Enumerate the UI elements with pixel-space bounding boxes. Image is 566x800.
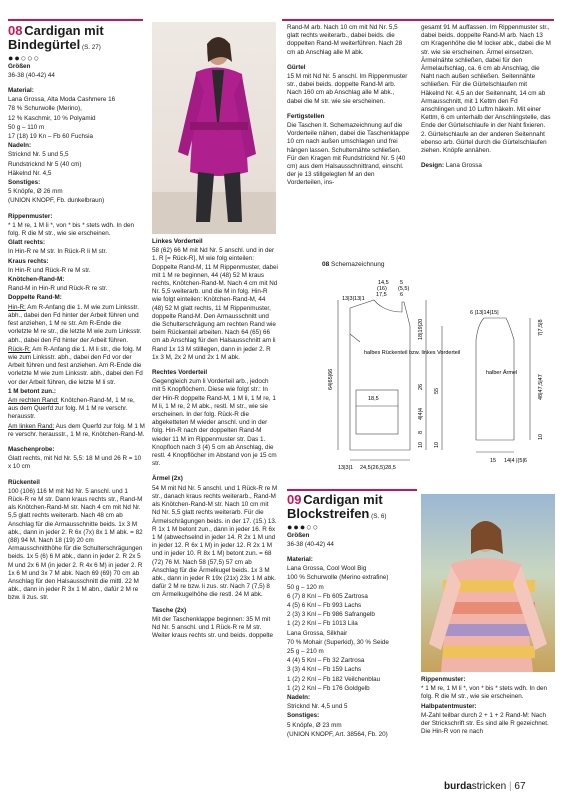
betont-left-text: Aus dem Querfd zur folg. M 1 M re verschr. herausstr., 1 M re, Knötchen-Rand-M. (8, 422, 145, 438)
schematic-title-text: Schemazeichnung (331, 261, 385, 268)
half-patent-heading: Halbpatentmuster: (421, 702, 477, 710)
design-name: Lana Grossa (445, 162, 482, 170)
cardigan-09-heading (287, 493, 415, 521)
doppelt-hin (8, 304, 146, 345)
cardigan-08-column-3 (287, 24, 411, 189)
brand-name: burda (444, 781, 472, 792)
sleeve-bottom-dim-2: 14|4 |(5|6 (504, 458, 527, 464)
gauge-heading: Maschenprobe: (8, 445, 55, 453)
rib-text: * 1 M re, 1 M li *, von * bis * stets wdh. In den folg. R die M str., wie sie erscheinen. (8, 221, 134, 238)
dim-armhole: 18|19|20 (418, 318, 424, 340)
material-line: 1 (2) 2 Knl – Fb 1013 Lila (287, 620, 358, 628)
material-line: 78 % Schurwolle (Merino), (8, 105, 82, 113)
footer-divider: | (509, 781, 512, 792)
left-front-text: 58 (62) 66 M mit Nd Nr. 5 anschl. und in der 1. R [= Rück-R], M wie folg einteilen: Doppelte Rand-M, 11 M Rippenmuster, dabei mit 1 M re beginnen, 44 (48) 52 M kraus rechts, Knötchen-Rand-M. Nach 4 cm mit Nd Nr. 5,5 weiterarb. und die M in folg. Hin-R wie folgt einteilen: Knötchen-Rand-M, 44 (48) 52 M glatt rechts, 11 M Rippenmuster, doppelte Rand-M. Den Armausschnitt und die Schulterschrägung am rechten Rand wie beim Rückenteil arbeiten. Nach 64 (65) 66 cm ab Anschlag für den Halsausschnitt am li Rand 1x 13 M stilllegen, dann in jeder 2. R 1x 3 M, 2x 2 M und 2x 1 M abk. (152, 247, 278, 361)
doppelt-rueck-label: Rück-R: (8, 345, 31, 353)
needles-heading: Nadeln: (8, 142, 32, 150)
design-label: Design: (421, 162, 445, 170)
kraus-text: In Hin-R und Rück-R re M str. (8, 266, 91, 274)
pattern-number: 08 (8, 23, 23, 38)
material-line: 25 g – 210 m (287, 648, 324, 656)
top-rule-left (8, 19, 143, 21)
sizes-heading: Größen (8, 62, 31, 70)
right-front-heading: Rechtes Vorderteil (152, 369, 208, 377)
pocket-text: Mit der Taschenklappe beginnen: 35 M mit Nd Nr. 5 anschl. und 1 Rück-R re M str. Weiter kraus rechts str. und beids. doppelte (152, 615, 273, 640)
page-footer (444, 781, 526, 792)
belt-text: 15 M mit Nd Nr. 5 anschl. Im Rippenmuster str., dabei beids. doppelte Rand-M arb. Nach 160 cm ab Anschlag alle M abk., dabei die M str. wie sie erscheinen. (287, 73, 408, 105)
cardigan-08-column-4 (421, 24, 551, 171)
material-line: 6 (7) 8 Knl – Fb 605 Zartrosa (287, 592, 368, 600)
back-heading: Rückenteil (8, 478, 40, 486)
dim-top-4: (5,5) (398, 286, 410, 292)
rib-text: * 1 M re, 1 M li *, von * bis * stets wdh. In den folg. R die M str., wie sie erscheinen. (421, 685, 547, 701)
cardigan-08-column (8, 24, 146, 604)
front-label: halbes Rückenteil bzw. linkes Vorderteil (364, 350, 461, 356)
dim-10b: 10 (434, 441, 440, 448)
material-line: 50 g – 120 m (287, 583, 324, 591)
pattern-title: Cardigan mit (303, 492, 383, 507)
knoetchen-heading: Knötchen-Rand-M: (8, 276, 65, 284)
material-line: 3 (3) 4 Knl – Fb 159 Lachs (287, 666, 362, 674)
material-line: 4 (5) 6 Knl – Fb 993 Lachs (287, 602, 362, 610)
section-09-rule (287, 489, 417, 491)
pocket-dim: 18,5 (368, 396, 379, 402)
difficulty-rating: ●●○○○ (8, 53, 41, 64)
material-line: 12 % Kaschmir, 10 % Polyamid (8, 114, 96, 122)
dim-mid: 26 (418, 383, 424, 390)
material-line: 70 % Mohair (Superkid), 30 % Seide (287, 638, 389, 646)
dim-8: 8 (418, 430, 424, 434)
right-front-text: Gegengleich zum li Vorderteil arb., jedoch mit 5 Knopflöchern. Diese wie folgt str.: In der Hin-R doppelte Rand-M, 1 M li, 1 M re, 1 M li, 1 M re, 2 M abk., restl. M str., wie sie erscheinen. In der folg. Rück-R die abgeketteten M wieder anschl. und in der folg. Hin-R nach der doppelten Rand-M wieder 11 M im Rippenmuster str. Das 1. Knopfloch nach 3 (4) 5 cm ab Anschlag, die restl. 4 Knopflöcher im Abstand von je 15 cm str. (152, 378, 277, 468)
material-line: Lana Grossa, Alta Moda Cashmere 16 (8, 96, 116, 104)
sleeve-length-dim: 48|47,5|47 (538, 374, 544, 400)
material-line: 50 g – 110 m (8, 123, 45, 131)
material-heading: Material: (8, 87, 34, 95)
needles-line: Häkelnd Nr. 4,5 (8, 169, 52, 177)
design-credit (421, 162, 551, 170)
pattern-title-2: Bindegürtel (8, 37, 81, 53)
betont-right-text: Knötchen-Rand-M, 1 M re, aus dem Querfd zur folg. M 1 M re verschr. herausstr. (8, 396, 135, 421)
model-illustration (152, 22, 276, 234)
gauge-text: Glatt rechts, mit Nd Nr. 5,5: 18 M und 26 R = 10 x 10 cm (8, 455, 142, 471)
needles-line: Stricknd Nr. 5 und 5,5 (8, 151, 69, 159)
betont-right (8, 397, 146, 422)
sleeve-text: 54 M mit Nd Nr. 5 anschl. und 1 Rück-R re M str., danach kraus rechts weiterarb., Rand-M als Knötchen-Rand-M str. Nach 10 cm mit Nd Nr. 5,5 glatt rechts weiterarb. Für die Ärmelschrägungen beids. in der 17. (15.) 13. R 1x 1 M betont zun., dann in jeder 16. R 6x 1 M (abwechselnd in jeder 14. R 2x 1 M und in jeder 12. R 6x 1 M) in jeder 12. R 2x 1 M und in jeder 10. R 8x 1 M) betont zun. = 68 (72) 76 M. Nach 58 (57,5) 57 cm ab Anschlag für die Ärmelkugel beids. 1x 3 M abk., dann in jeder R 19x (21x) 23x 1 M abk. dafür 2 M re bzw. li zus. str. Nach 7 (7,5) 8 cm Ärmelkugelhöhe die restl. 24 M abk. (152, 484, 278, 599)
pattern-title: Cardigan mit (24, 23, 104, 38)
material-line: Lana Grossa, Silkhair (287, 629, 348, 637)
dim-top-6: 6 (400, 292, 404, 298)
material-line: 4 (4) 5 Knl – Fb 32 Zartrosa (287, 657, 365, 665)
material-line: 17 (18) 19 Kn – Fb 60 Fuchsia (8, 133, 94, 141)
glatt-heading: Glatt rechts: (8, 239, 46, 247)
doppelt-rueck (8, 346, 146, 387)
finishing-text: Die Taschen lt. Schemazeichnung auf die Vorderteile nähen, dabei die Taschenklappe 10 cm nach außen umschlagen und frei hängen lassen. Schulternähte schließen. Für den Kragen mit Rundstricknd Nr. 5 (40 cm) aus dem Halsausschnittrand, einschl. der je 13 stillgelegten M an den Vorderteilen, ins- (287, 122, 410, 187)
needles-text: Stricknd Nr. 4,5 und 5 (287, 703, 348, 711)
material-line: 1 (2) 2 Knl – Fb 182 Veilchenblau (287, 675, 381, 683)
doppelt-heading: Doppelte Rand-M: (8, 294, 62, 302)
top-rule-right (282, 19, 554, 21)
pattern-number: 09 (287, 492, 302, 507)
betont-heading: 1 M betont zun.: (8, 387, 56, 395)
kraus-heading: Kraus rechts: (8, 257, 49, 265)
pattern-title-2: Blockstreifen (287, 506, 370, 522)
knoetchen-text: Rand-M in Hin-R und Rück-R re str. (8, 285, 108, 293)
sleeve-bottom-dim: 15 (490, 458, 497, 464)
finishing-text-cont: gesamt 91 M auffassen. Im Rippenmuster str., dabei beids. doppelte Rand-M arb. Nach 13 cm Kragenhöhe die M locker abk., dabei die M str. wie sie erscheinen. Ärmel einsetzen. Ärmelnähte schließen, dabei für den Ärmelaufschlag, ca. 6 cm ab Anschlag, die Naht nach außen schließen. Seitennähte schließen. Für die Gürtelschlaufen mit Häkelnd Nr. 4,5 an der Seitennaht, 14 cm ab Armausschnitt, mit 1 Kettm den Fd anschlingen und 10 Luftm häkeln. Mit einer Kettm, 6 cm unterhalb der Anschlingstelle, das Ende der Gürtelschlaufe in der Naht fixieren. 2. Gürtelschlaufe an der anderen Seitennaht ebenso arb. Gürtel durch die Gürtelschlaufen ziehen. Knöpfe annähen. (421, 24, 551, 155)
dim-55: 55 (434, 387, 440, 394)
sleeve-top-dim: 6 |13|14|15| (470, 310, 499, 316)
back-text: 100 (106) 116 M mit Nd Nr. 5 anschl. und 1 Rück-R re M str. Dann kraus rechts str., Rand-M als Knötchen-Rand-M str. Nach 4 cm mit Nd Nr. 5,5 glatt rechts weiterarb. Nach 48 cm ab Anschlag für die Armausschnitte beids. 1x 3 M abk., dann in jeder 2. R 6x (7x) 8x 1 M abk. = 82 (88) 94 M. Nach 18 (19) 20 cm Armausschnitthöhe für die Schulterschrägungen beids. 1x 5 (6) 6 M abk., dann in jeder 2. R 2x 5 M und 2x 6 M (in jeder 2. R 4x 6 M) in jeder 2. R 1x 6 M und 3x 7 M abk. Nach 69 (69) 70 cm ab Anschlag für den Halsausschnitt die mittl. 22 M abk., dann in jeder R 3x 1 M abn., dafür 2 M re bzw. li zus. str. (8, 487, 143, 602)
dim-top-1: 14,5 (378, 280, 389, 286)
cardigan-08-photo (152, 22, 276, 234)
sleeve-label: halber Ärmel (486, 370, 518, 376)
betont-left-label: Am linken Rand: (8, 422, 55, 430)
material-line: 100 % Schurwolle (Merino extrafine) (287, 574, 389, 582)
sleeve-cuff-dim: 10 (538, 433, 544, 440)
misc-line: (UNION KNOPF, Fb. dunkelbraun) (8, 197, 105, 205)
schematic-drawing (320, 270, 556, 482)
rib-heading: Rippenmuster: (421, 676, 466, 683)
model-illustration (421, 494, 555, 672)
dim-10: 10 (418, 441, 424, 448)
betont-left (8, 423, 146, 439)
betont-right-label: Am rechten Rand: (8, 396, 59, 404)
cardigan-09-column-2 (421, 676, 551, 737)
cardigan-09-photo (421, 494, 555, 672)
misc-heading: Sonstiges: (287, 712, 320, 720)
doppelt-hin-label: Hin-R: (8, 303, 26, 311)
half-patent-text: M-Zahl teilbar durch 2 + 1 + 2 Rand-M: Nach der Strickschrift str. Es sind alle R gezeichnet. Die Hin-R von re nach (421, 711, 549, 736)
sizes-text: 36-38 (40-42) 44 (287, 540, 334, 548)
misc-line: 5 Knöpfe, Ø 23 mm (287, 721, 342, 729)
schematic-title (322, 261, 385, 268)
sizes-heading: Größen (287, 531, 310, 539)
pocket-text-cont: Rand-M arb. Nach 10 cm mit Nd Nr. 5,5 glatt rechts weiterarb., dabei beids. die doppelten Rand-M weiterführen. Nach 28 cm ab Anschlag alle M abk. (287, 24, 403, 56)
misc-heading: Sonstiges: (8, 179, 41, 187)
misc-line: 5 Knöpfe, Ø 26 mm (8, 188, 63, 196)
sleeve-cap-dim: 7|7,5|8 (538, 319, 544, 336)
glatt-text: In Hin-R re M str. In Rück-R li M str. (8, 248, 108, 256)
misc-line: (UNION KNOPF, Art. 38564, Fb. 20) (287, 730, 388, 738)
material-line: 1 (2) 2 Knl – Fb 176 Goldgelb (287, 684, 370, 692)
difficulty-rating: ●●●○○ (287, 522, 320, 533)
bottom-left-dim: 13|3|1 (338, 465, 354, 471)
bottom-dim: 24,5(26,5)28,5 (360, 465, 396, 471)
dim-top-3: (16) (377, 286, 387, 292)
left-front-heading: Linkes Vorderteil (152, 238, 203, 245)
needles-line: Rundstricknd Nr 5 (40 cm) (8, 160, 82, 168)
page-number: 67 (514, 781, 526, 792)
needles-heading: Nadeln: (287, 694, 311, 702)
dim-left-top: 13|3|13|1 (342, 296, 365, 302)
finishing-heading: Fertigstellen (287, 112, 325, 120)
doppelt-hin-text: Am R-Anfang die 1. M wie zum Linksstr. abh., dabei den Fd hinter der Arbeit führen und fest anziehen, 1 M re str. Am R-Ende die vorletzte M re str., die letzte M wie zum Linksstr. abh., dabei den Fd hinter der Arbeit führen. (8, 303, 142, 344)
cardigan-08-column-2 (152, 238, 278, 641)
sleeve-heading: Ärmel (2x) (152, 475, 183, 483)
rib-heading: Rippenmuster: (8, 212, 53, 220)
material-line: Lana Grossa, Cool Wool Big (287, 565, 367, 573)
pocket-heading: Tasche (2x) (152, 606, 187, 614)
belt-heading: Gürtel (287, 63, 306, 71)
dim-top-2: 5 (400, 280, 404, 286)
brand-name-2: stricken (471, 781, 507, 792)
material-line: 2 (3) 3 Knl – Fb 986 Safrangelb (287, 611, 375, 619)
schematic-number: 08 (322, 261, 330, 268)
cardigan-08-heading (8, 24, 146, 52)
dim-height-total: 64|65|66 (328, 368, 334, 390)
dim-pocket-h: 4|4|4 (418, 407, 424, 420)
cardigan-09-column (287, 493, 415, 740)
dim-top-5: 17,5 (376, 292, 387, 298)
material-heading: Material: (287, 556, 313, 564)
page-reference: (S. 27) (81, 44, 101, 52)
sizes-text: 36-38 (40-42) 44 (8, 71, 55, 79)
page-reference: (S. 6) (371, 513, 387, 521)
doppelt-rueck-text: Am R-Anfang die 1. M li str., die folg. M wie zum Linksstr. abh., dabei den Fd vor der Arbeit führen und fest anziehen. Am R-Ende die vorletzte M wie zum Linksstr. abh., dabei den Fd vor der Arbeit führen, die letzte M li str. (8, 345, 143, 386)
